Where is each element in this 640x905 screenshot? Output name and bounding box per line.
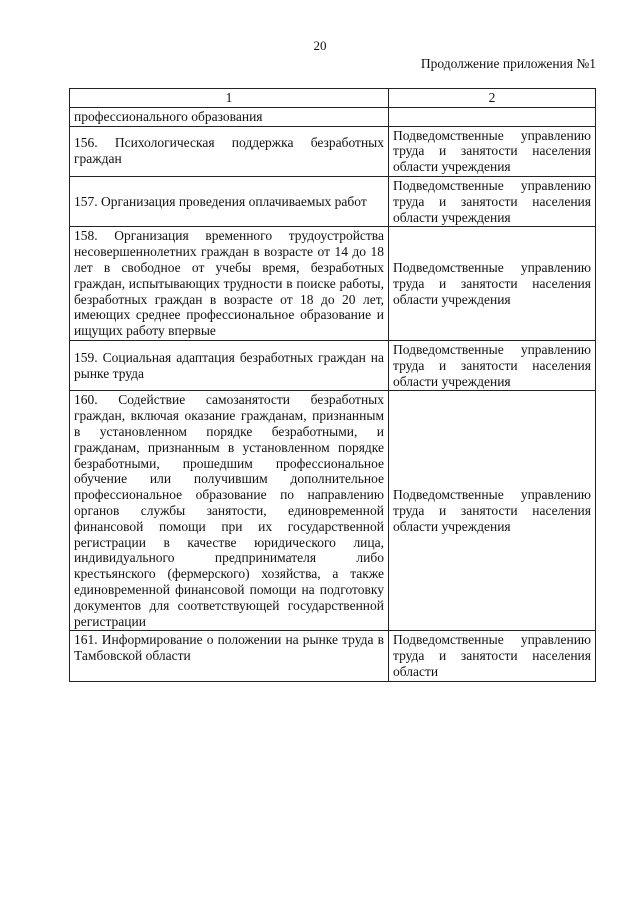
- service-cell: профессионального образования: [70, 107, 389, 126]
- service-cell: 160. Содействие самозанятости безработных граждан, включая оказание гражданам, признанным в установленном порядке безработными, и гражданам, признанным в установленном порядке безработными, прошедшим профессиональное обучение или получившим дополнительное профессиональное образование по направлению органов службы занятости, единовременной финансовой помощи при их государственной регистрации в качестве юридического лица, индивидуального предпринимателя либо крестьянского (фермерского) хозяйства, а также единовременной финансовой помощи на подготовку документов для соответствующей государственной регистрации: [70, 391, 389, 631]
- table-row: [70, 126, 596, 176]
- column-header-2: 2: [389, 89, 596, 108]
- table-row-carry-over: [70, 107, 596, 126]
- executor-cell: Подведомственные управлению труда и занятости населения области учреждения: [389, 126, 596, 176]
- executor-cell: Подведомственные управлению труда и занятости населения области учреждения: [389, 340, 596, 390]
- service-cell: 161. Информирование о положении на рынке труда в Тамбовской области: [70, 631, 389, 681]
- executor-cell-empty: [389, 107, 596, 126]
- column-header-1: 1: [70, 89, 389, 108]
- table-header-row: [70, 89, 596, 108]
- service-cell: 159. Социальная адаптация безработных граждан на рынке труда: [70, 340, 389, 390]
- table-row: [70, 340, 596, 390]
- executor-cell: Подведомственные управлению труда и занятости населения области: [389, 631, 596, 681]
- executor-cell: Подведомственные управлению труда и занятости населения области учреждения: [389, 391, 596, 631]
- table-row: [70, 391, 596, 631]
- table-row: [70, 631, 596, 681]
- table-row: [70, 227, 596, 341]
- page-number: 20: [313, 38, 327, 53]
- appendix-continuation-note: Продолжение приложения №1: [420, 56, 596, 71]
- service-cell: 158. Организация временного трудоустройства несовершеннолетних граждан в возрасте от 14 до 18 лет в свободное от учебы время, безработных граждан, испытывающих трудности в поиске работы, безработных граждан в возрасте от 18 до 20 лет, имеющих среднее профессиональное образование и ищущих работу впервые: [70, 227, 389, 341]
- table-row: [70, 176, 596, 226]
- services-table: [69, 88, 596, 682]
- service-cell: 156. Психологическая поддержка безработных граждан: [70, 126, 389, 176]
- service-cell: 157. Организация проведения оплачиваемых работ: [70, 176, 389, 226]
- executor-cell: Подведомственные управлению труда и занятости населения области учреждения: [389, 176, 596, 226]
- executor-cell: Подведомственные управлению труда и занятости населения области учреждения: [389, 227, 596, 341]
